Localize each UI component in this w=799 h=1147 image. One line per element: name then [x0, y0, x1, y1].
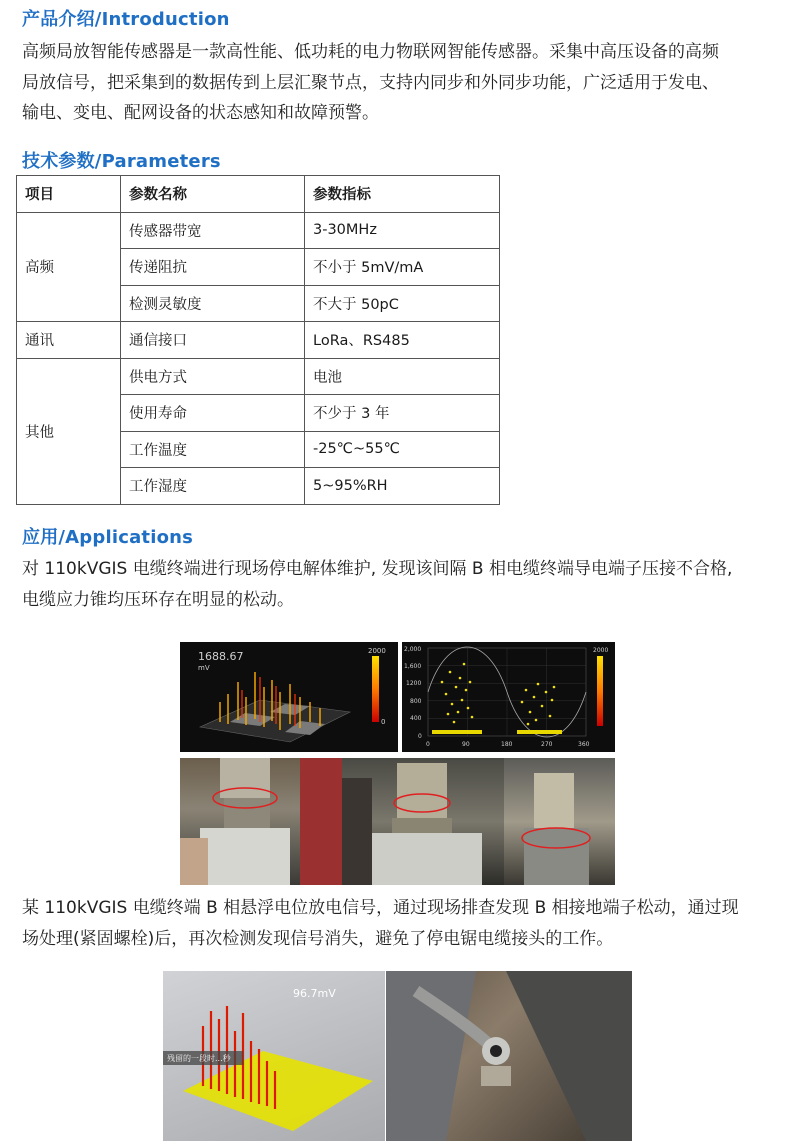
param-name: 供电方式 [121, 358, 305, 395]
param-name: 使用寿命 [121, 395, 305, 432]
param-value: 不大于 50pC [305, 285, 500, 322]
fig1-scale-max: 2000 [368, 647, 386, 655]
params-heading: 技术参数/Parameters [22, 151, 221, 172]
fig2-x-tick: 360 [578, 741, 590, 748]
param-name: 传递阻抗 [121, 249, 305, 286]
fig1-unit: mV [198, 664, 210, 672]
fig2-y-tick: 1200 [406, 680, 422, 687]
params-table [16, 175, 500, 505]
intro-heading: 产品介绍/Introduction [22, 9, 230, 30]
param-value: 5~95%RH [305, 468, 500, 505]
col-header-name: 参数名称 [121, 176, 305, 213]
fig2-scale-max: 2000 [593, 647, 609, 654]
fig2-x-tick: 270 [541, 741, 553, 748]
param-name: 工作温度 [121, 431, 305, 468]
param-name: 通信接口 [121, 322, 305, 359]
prpd-scatter-chart-image [402, 642, 615, 752]
fig2-x-tick: 180 [501, 741, 513, 748]
param-value: 不少于 3 年 [305, 395, 500, 432]
onsite-photo-3 [504, 758, 615, 885]
fig2-y-tick: 800 [410, 698, 422, 705]
intro-line: 输电、变电、配网设备的状态感知和故障预警。 [22, 103, 379, 123]
case1-line: 电缆应力锥均压环存在明显的松动。 [22, 589, 294, 610]
group-cell: 通讯 [17, 322, 121, 359]
fig3-value: 96.7mV [293, 987, 336, 1000]
group-cell: 其他 [17, 358, 121, 504]
group-cell: 高频 [17, 212, 121, 322]
intro-paragraph [22, 37, 782, 129]
fig2-y-tick: 0 [418, 733, 422, 740]
table-row [17, 358, 500, 395]
intro-line: 局放信号，把采集到的数据传到上层汇聚节点，支持内同步和外同步功能，广泛适用于发电、 [22, 72, 719, 93]
col-header-spec: 参数指标 [305, 176, 500, 213]
table-row [17, 322, 500, 359]
table-header-row [17, 176, 500, 213]
fig1-value: 1688.67 [198, 650, 244, 663]
col-header-item: 项目 [17, 176, 121, 213]
fig2-y-tick: 1,600 [404, 663, 422, 670]
param-value: -25℃~55℃ [305, 431, 500, 468]
param-value: 3-30MHz [305, 212, 500, 249]
case2-paragraph [22, 893, 782, 954]
case1-paragraph [22, 554, 782, 615]
param-value: 电池 [305, 358, 500, 395]
param-value: LoRa、RS485 [305, 322, 500, 359]
onsite-photo-2 [342, 758, 504, 885]
param-name: 工作湿度 [121, 468, 305, 505]
table-row [17, 212, 500, 249]
pd-3d-light-chart-image [163, 971, 385, 1141]
fig3-overlay: 残留的一段时...秒 [167, 1054, 231, 1063]
case2-line: 场处理(紧固螺栓)后，再次检测发现信号消失，避免了停电锯电缆接头的工作。 [22, 928, 614, 949]
case1-line: 对 110kVGIS 电缆终端进行现场停电解体维护, 发现该间隔 B 相电缆终端导电端子压接不合格, [22, 559, 733, 579]
fig2-y-tick: 400 [410, 715, 422, 722]
pd-3d-chart-image [180, 642, 398, 752]
param-name: 检测灵敏度 [121, 285, 305, 322]
param-value: 不小于 5mV/mA [305, 249, 500, 286]
param-name: 传感器带宽 [121, 212, 305, 249]
onsite-photo-1 [180, 758, 342, 885]
fig2-y-tick: 2,000 [404, 646, 422, 653]
fig1-scale-min: 0 [381, 718, 386, 726]
fig2-x-tick: 0 [426, 741, 430, 748]
applications-heading: 应用/Applications [22, 527, 194, 548]
fig2-x-tick: 90 [462, 741, 470, 748]
grounding-terminal-photo [386, 971, 632, 1141]
intro-line: 高频局放智能传感器是一款高性能、低功耗的电力物联网智能传感器。采集中高压设备的高频 [22, 42, 719, 62]
case2-line: 某 110kVGIS 电缆终端 B 相悬浮电位放电信号，通过现场排查发现 B 相接地端子松动，通过现 [22, 898, 739, 918]
